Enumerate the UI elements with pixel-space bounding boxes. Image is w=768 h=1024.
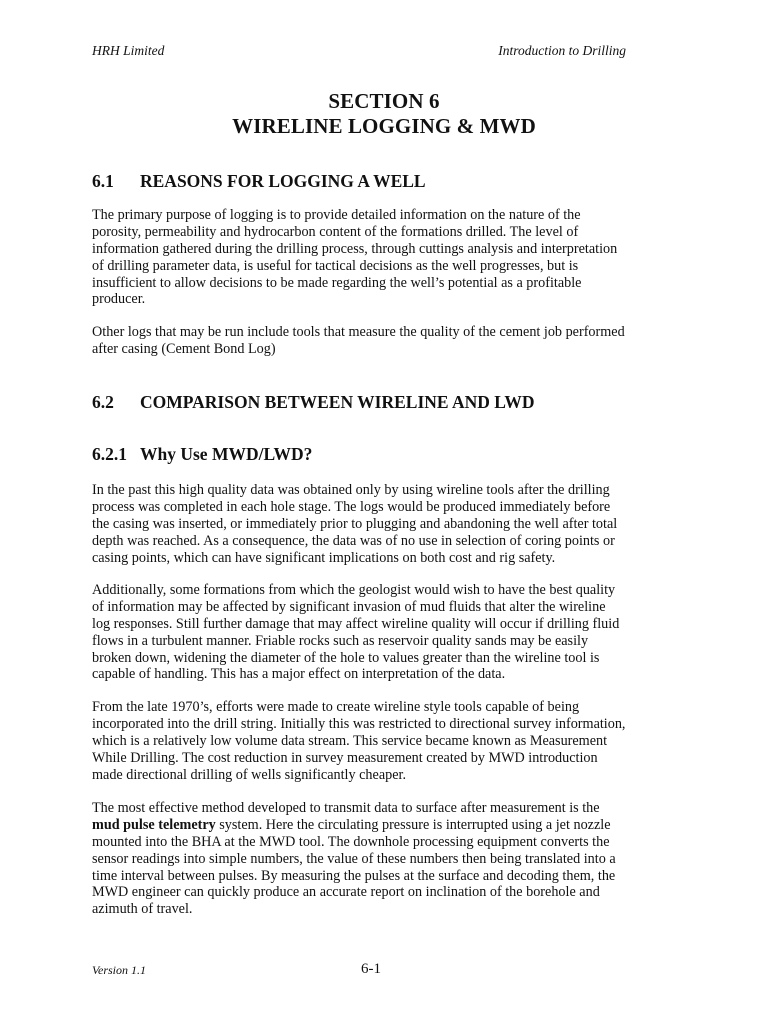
paragraph-line: process was completed in each hole stage. The logs would be produced immediately before (92, 498, 611, 515)
paragraph-line: log responses. Still further damage that may affect wireline quality will occur if drilling fluid (92, 615, 620, 632)
paragraph-line: The most effective method developed to transmit data to surface after measurement is the (92, 800, 600, 816)
paragraph-mud-pulse (92, 800, 692, 918)
heading-6-2-1 (92, 444, 312, 465)
paragraph-formation-damage (92, 582, 692, 683)
heading-6-2-1-number: 6.2.1 (92, 444, 127, 464)
paragraph-line: producer. (92, 291, 146, 308)
paragraph-line: In the past this high quality data was obtained only by using wireline tools after the drilling (92, 482, 610, 498)
paragraph-line: of information may be affected by significant invasion of mud fluids that alter the wireline (92, 598, 606, 615)
paragraph-line: sensor readings into simple numbers, the value of these numbers then being translated into a (92, 850, 616, 867)
heading-6-1-number: 6.1 (92, 171, 114, 191)
paragraph-line: azimuth of travel. (92, 901, 193, 918)
paragraph-line: after casing (Cement Bond Log) (92, 340, 276, 357)
paragraph-mwd-history (92, 699, 692, 783)
paragraph-logging-purpose (92, 207, 692, 308)
footer-page-number: 6-1 (361, 961, 381, 977)
paragraph-line: depth was reached. As a consequence, the data was of no use in selection of coring points or (92, 532, 615, 549)
paragraph-line: insufficient to allow decisions to be made regarding the well’s potential as a profitable (92, 274, 582, 291)
page-header (92, 43, 626, 59)
paragraph-past-wireline (92, 482, 692, 566)
paragraph-line: While Drilling. The cost reduction in survey measurement created by MWD introduction (92, 749, 598, 766)
paragraph-other-logs (92, 324, 692, 358)
paragraph-line: which is a relatively low volume data stream. This service became known as Measurement (92, 732, 608, 749)
heading-6-2 (92, 392, 534, 413)
paragraph-line-rest: system. Here the circulating pressure is interrupted using a jet nozzle (215, 816, 611, 833)
paragraph-line: broken down, widening the diameter of the hole to values greater than the wireline tool is (92, 649, 600, 666)
heading-6-1-title: REASONS FOR LOGGING A WELL (140, 171, 426, 191)
paragraph-line: of drilling parameter data, is useful for tactical decisions as the well progresses, but is (92, 257, 579, 274)
paragraph-line: information gathered during the drilling process, through cuttings analysis and interpretation (92, 240, 618, 257)
paragraph-line: Other logs that may be run include tools that measure the quality of the cement job performed (92, 324, 625, 340)
paragraph-line: incorporated into the drill string. Initially this was restricted to directional survey information, (92, 715, 626, 732)
term-mud-pulse-telemetry: mud pulse telemetry (92, 816, 216, 833)
paragraph-line: Additionally, some formations from which the geologist would wish to have the best quality (92, 582, 616, 598)
heading-6-2-1-title: Why Use MWD/LWD? (140, 444, 313, 464)
paragraph-line: made directional drilling of wells significantly cheaper. (92, 766, 406, 783)
paragraph-line: From the late 1970’s, efforts were made to create wireline style tools capable of being (92, 699, 580, 715)
paragraph-line: flows in a turbulent manner. Friable rocks such as reservoir quality sands may be easily (92, 632, 589, 649)
heading-6-2-title: COMPARISON BETWEEN WIRELINE AND LWD (140, 392, 535, 412)
paragraph-line: time interval between pulses. By measuring the pulses at the surface and decoding them, the (92, 867, 616, 884)
paragraph-line: capable of handling. This has a major effect on interpretation of the data. (92, 666, 506, 683)
paragraph-line: MWD engineer can quickly produce an accurate report on inclination of the borehole and (92, 884, 600, 901)
paragraph-line: porosity, permeability and hydrocarbon content of the formations drilled. The level of (92, 223, 579, 240)
heading-6-1 (92, 171, 426, 192)
footer-version: Version 1.1 (92, 963, 146, 977)
heading-6-2-number: 6.2 (92, 392, 114, 412)
section-title-line1: SECTION 6 (328, 89, 440, 113)
paragraph-line: mounted into the BHA at the MWD tool. The downhole processing equipment converts the (92, 833, 610, 850)
header-course: Introduction to Drilling (498, 43, 626, 58)
section-title-line2: WIRELINE LOGGING & MWD (232, 114, 536, 138)
paragraph-line: casing points, which can have significant implications on both cost and rig safety. (92, 549, 556, 566)
paragraph-line: The primary purpose of logging is to provide detailed information on the nature of the (92, 207, 581, 223)
paragraph-line (92, 817, 692, 834)
paragraph-line: the casing was inserted, or immediately prior to plugging and abandoning the well after total (92, 515, 618, 532)
header-company: HRH Limited (92, 43, 165, 58)
